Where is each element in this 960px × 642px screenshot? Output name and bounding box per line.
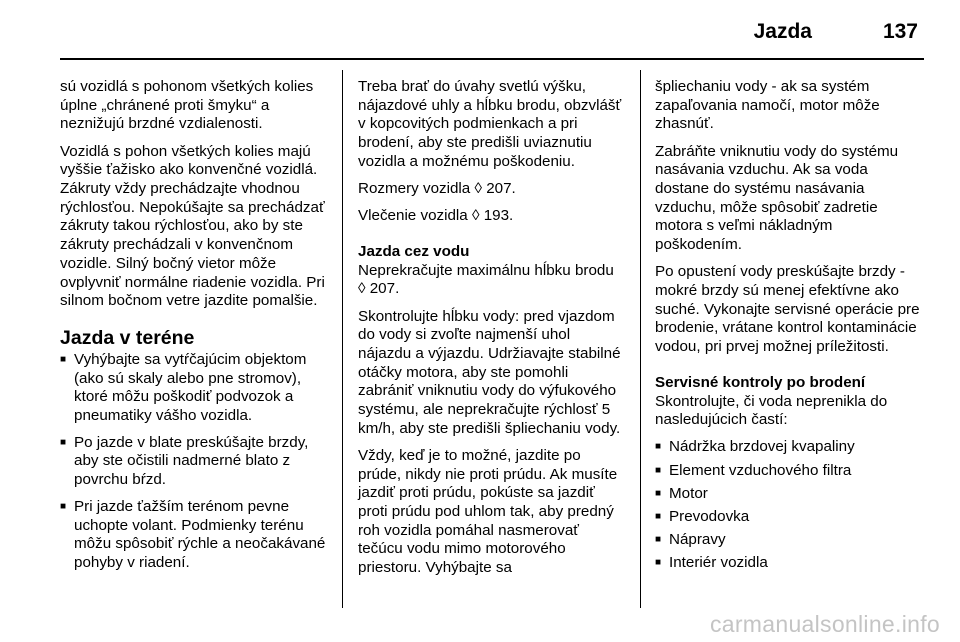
paragraph: Neprekračujte maximálnu hĺbku brodu ◊ 207.: [358, 261, 614, 298]
list-item: ■ Prevodovka: [655, 508, 921, 527]
section-title: Jazda: [753, 20, 812, 43]
column-3: [655, 78, 921, 578]
list-item: ■ Interiér vozidla: [655, 554, 921, 573]
page-header: [60, 0, 924, 58]
list-item: ■ Nádržka brzdovej kvapaliny: [655, 438, 921, 457]
paragraph-reference: Rozmery vozidla ◊ 207.: [358, 180, 516, 198]
paragraph-reference: Vlečenie vozidla ◊ 193.: [358, 207, 514, 225]
bullet-list: [655, 438, 921, 573]
paragraph: Vždy, keď je to možné, jazdite po prúde, nikdy nie proti prúdu. Ak musíte jazdiť proti prúdu, pokúste sa jazdiť proti prúdu pod uhlom tak, aby predný roh vozidla pomáhal nasmerovať tečúcu vodu mimo motorového priestoru. Vyhýbajte sa: [358, 446, 618, 577]
page-number: 137: [882, 20, 918, 43]
subheading: Servisné kontroly po brodení: [655, 373, 866, 391]
paragraph: sú vozidlá s pohonom všetkých kolies úplne „chránené proti šmyku“ a neznižujú brzdné vzdialenosti.: [60, 78, 314, 133]
paragraph: Zabráňte vniknutiu vody do systému nasávania vzduchu. Ak sa voda dostane do systému nasávania vzduchu, môže spôsobiť zadretie motora s veľmi nákladným poškodením.: [655, 142, 899, 254]
paragraph: Treba brať do úvahy svetlú výšku, nájazdové uhly a hĺbku brodu, obzvlášť v kopcovitých podmienkach a pri brodení, aby ste predišli uviaznutiu vozidla a možnému poškodeniu.: [358, 78, 622, 170]
list-item: ■ Element vzduchového filtra: [655, 462, 921, 481]
paragraph: Skontrolujte hĺbku vody: pred vjazdom do vody si zvoľte najmenší uhol nájazdu a výjazdu. Udržiavajte stabilné otáčky motora, aby ste pomohli zabrániť vniknutiu vody do výfukového systému, ale neprekračujte rýchlosť 5 km/h, aby ste predišli špliechaniu vody.: [358, 307, 621, 437]
list-item: ■ Vyhýbajte sa vytŕčajúcim objektom (ako sú skaly alebo pne stromov), ktoré môžu poškodiť podvozok a pneumatiky vášho vozidla.: [60, 351, 326, 426]
column-1: [60, 78, 326, 581]
paragraph: Vozidlá s pohon všetkých kolies majú vyššie ťažisko ako konvenčné vozidlá. Zákruty vždy prechádzajte vhodnou rýchlosťou. Nepokúšajte sa prechádzať zákruty takou rýchlosťou, ako by ste zákruty prechádzali v konvenčnom vozidle. Silný bočný vietor môže ovplyvniť normálne riadenie vozidla. Pri silnom bočnom vetre jazdite pomalšie.: [60, 142, 325, 310]
list-item: ■ Nápravy: [655, 531, 921, 550]
list-item: ■ Po jazde v blate preskúšajte brzdy, aby ste očistili nadmerné blato z povrchu bŕzd.: [60, 434, 326, 490]
column-divider-2: [640, 70, 641, 608]
column-2: [358, 78, 624, 586]
watermark: carmanualsonline.info: [709, 611, 940, 637]
column-divider-1: [342, 70, 343, 608]
paragraph: špliechaniu vody - ak sa systém zapaľovania namočí, motor môže zhasnúť.: [655, 78, 880, 133]
paragraph: Po opustení vody preskúšajte brzdy - mokré brzdy sú menej efektívne ako suché. Vykonajte servisné operácie pre brodenie, vrátane kontrol kontaminácie vodou, pri prvej možnej príležitosti.: [655, 263, 920, 356]
bullet-list: [60, 351, 326, 573]
section-heading: Jazda v teréne: [60, 326, 195, 349]
paragraph: Skontrolujte, či voda neprenikla do nasledujúcich častí:: [655, 392, 888, 429]
list-item: ■ Pri jazde ťažším terénom pevne uchopte volant. Podmienky terénu môžu spôsobiť rýchle a neočakávané pohyby v riadení.: [60, 498, 326, 573]
list-item: ■ Motor: [655, 485, 921, 504]
subheading: Jazda cez vodu: [358, 242, 470, 260]
header-rule: [60, 58, 924, 60]
